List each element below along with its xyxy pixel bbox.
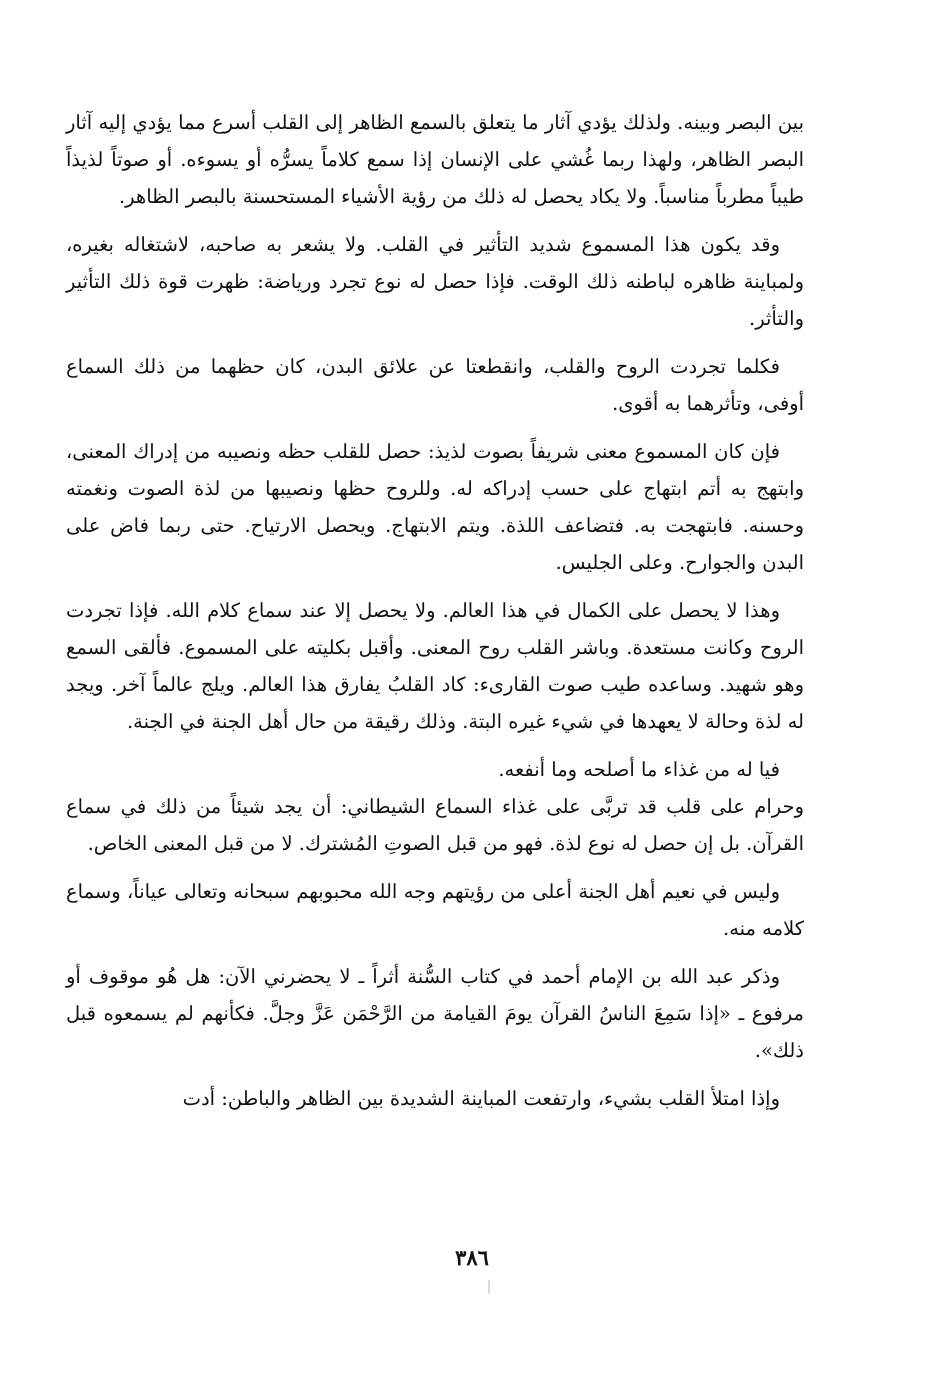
paragraph-7: وحرام على قلب قد تربَّى على غذاء السماع الشيطاني: أن يجد شيئاً من ذلك في سماع القرآن. بل إن حصل له نوع لذة. فهو من قبل الصوتِ المُشترك. لا من قبل المعنى الخاص. [66,795,804,855]
paragraph-4: فإن كان المسموع معنى شريفاً بصوت لذيذ: حصل للقلب حظه ونصيبه من إدراك المعنى، وابتهج به أتم ابتهاج على حسب إدراكه له. وللروح حظها ونصيبها من لذة الصوت ونغمته وحسنه. فابتهجت به. فتضاعف اللذة. ويتم الابتهاج. ويحصل الارتياح. حتى ربما فاض على البدن والجوارح. وعلى الجليس. [66,440,804,574]
paragraph-6: فيا له من غذاء ما أصلحه وما أنفعه. [498,758,780,781]
paragraph-8: وليس في نعيم أهل الجنة أعلى من رؤيتهم وجه الله محبوبهم سبحانه وتعالى عياناً، وسماع كلامه منه. [66,880,804,940]
paragraph-9: وذكر عبد الله بن الإمام أحمد في كتاب السُّنة أثراً ـ لا يحضرني الآن: هل هُو موقوف أو مرفوع ـ «إذا سَمِعَ الناسُ القرآن يومَ القيامة من الرَّحْمَن عَزَّ وجلَّ. فكأنهم لم يسمعوه قبل ذلك». [66,965,804,1062]
paragraph-3: فكلما تجردت الروح والقلب، وانقطعتا عن علائق البدن، كان حظهما من ذلك السماع أوفى، وتأثرهما به أقوى. [66,355,804,415]
page-body [66,104,804,1128]
paragraph-10: وإذا امتلأ القلب بشيء، وارتفعت المباينة الشديدة بين الظاهر والباطن: أدت [182,1087,780,1110]
paragraph-2: وقد يكون هذا المسموع شديد التأثير في القلب. ولا يشعر به صاحبه، لاشتغاله بغيره، ولمباينة ظاهره لباطنه ذلك الوقت. فإذا حصل له نوع تجرد ورياضة: ظهرت قوة ذلك التأثير والتأثر. [66,233,804,330]
page-number: ٣٨٦ [455,1245,489,1270]
scan-mark [488,1280,490,1294]
paragraph-5: وهذا لا يحصل على الكمال في هذا العالم. ولا يحصل إلا عند سماع كلام الله. فإذا تجردت الروح وكانت مستعدة. وباشر القلب روح المعنى. وأقبل بكليته على المسموع. فألقى السمع وهو شهيد. وساعده طيب صوت القارىء: كاد القلبُ يفارق هذا العالم. ويلج عالماً آخر. ويجد له لذة وحالة لا يعهدها في شيء غيره البتة. وذلك رقيقة من حال أهل الجنة في الجنة. [66,599,804,733]
paragraph-1: بين البصر وبينه. ولذلك يؤدي آثار ما يتعلق بالسمع الظاهر إلى القلب أسرع مما يؤدي إليه آثار البصر الظاهر، ولهذا ربما غُشي على الإنسان إذا سمع كلاماً يسرُّه أو يسوءه. أو صوتاً لذيذاً طيباً مطرباً مناسباً. ولا يكاد يحصل له ذلك من رؤية الأشياء المستحسنة بالبصر الظاهر. [66,111,804,208]
